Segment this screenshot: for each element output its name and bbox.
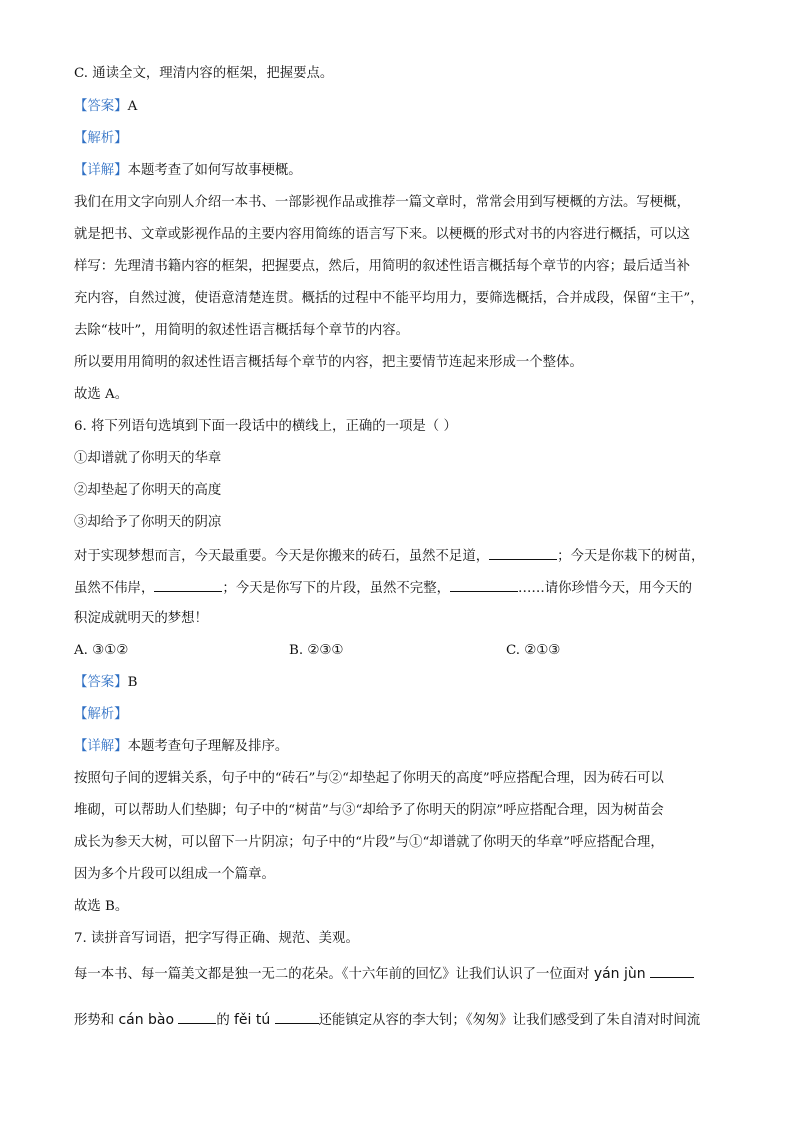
pinyin-text: 每一本书、每一篇美文都是独一无二的花朵。《十六年前的回忆》让我们认识了一位面对 <box>74 967 590 982</box>
detail-text: 本题考查句子理解及排序。 <box>127 739 289 754</box>
fill-text: ；今天是你写下的片段，虽然不完整， <box>222 581 450 596</box>
pinyin-blank <box>275 1009 319 1024</box>
answer-tag: 【答案】 <box>74 99 128 114</box>
conclusion-line: 故选 B。 <box>74 899 129 914</box>
pinyin-word: cán bào <box>118 1012 175 1028</box>
pinyin-word: yán jùn <box>593 966 646 982</box>
pinyin-line-1 <box>74 963 726 985</box>
choice-option-c: C. ②①③ <box>506 643 561 658</box>
detail-line-2 <box>74 737 726 757</box>
detail-text: 本题考查了如何写故事梗概。 <box>127 163 302 178</box>
question-6-item-2: ②却垫起了你明天的高度 <box>74 483 222 498</box>
fill-text: 对于实现梦想而言，今天最重要。今天是你搬来的砖石，虽然不足道， <box>74 549 490 564</box>
answer-tag: 【答案】 <box>74 675 128 690</box>
paragraph-line: 就是把书、文章或影视作品的主要内容用简练的语言写下来。以梗概的形式对书的内容进行概括，可以这 <box>74 227 690 242</box>
fill-blank <box>450 577 518 592</box>
fill-text: ；今天是你栽下的树苗， <box>557 549 705 564</box>
fill-text: 虽然不伟岸， <box>74 581 155 596</box>
pinyin-blank <box>178 1009 216 1024</box>
pinyin-line-2 <box>74 1009 726 1031</box>
question-7-stem: 7. 读拼音写词语，把字写得正确、规范、美观。 <box>74 931 359 946</box>
answer-line-2 <box>74 673 726 693</box>
explanation-line: 堆砌，可以帮助人们垫脚；句子中的“树苗”与③“却给予了你明天的阴凉”呼应搭配合理，因为树苗会 <box>74 803 664 818</box>
paragraph-line: 我们在用文字向别人介绍一本书、一部影视作品或推荐一篇文章时，常常会用到写梗概的方法。写梗概， <box>74 195 690 210</box>
paragraph-line: 充内容，自然过渡，使语意清楚连贯。概括的过程中不能平均用力，要筛选概括，合并成段，保留“主干”， <box>74 291 704 306</box>
answer-line-1 <box>74 97 726 117</box>
fill-blank <box>154 577 222 592</box>
fill-text: ……请你珍惜今天，用今天的 <box>517 581 693 596</box>
fill-paragraph-line-2 <box>74 577 726 599</box>
paragraph-line: 去除“枝叶”，用简明的叙述性语言概括每个章节的内容。 <box>74 323 410 338</box>
pinyin-text: 形势和 <box>74 1013 115 1028</box>
detail-line-1 <box>74 161 726 181</box>
choice-option-b: B. ②③① <box>289 643 344 658</box>
detail-tag: 【详解】 <box>74 739 128 754</box>
fill-blank <box>489 545 557 560</box>
fill-paragraph-line-3: 积淀成就明天的梦想！ <box>74 611 208 626</box>
choice-option-a: A. ③①② <box>74 643 129 658</box>
pinyin-blank <box>650 963 694 978</box>
pinyin-word: fěi tú <box>234 1012 271 1028</box>
explanation-line: 按照句子间的逻辑关系，句子中的“砖石”与②“却垫起了你明天的高度”呼应搭配合理，因为砖石可以 <box>74 771 664 786</box>
fill-paragraph-line-1 <box>74 545 726 567</box>
pinyin-text: 还能镇定从容的李大钊；《匆匆》让我们感受到了朱自清对时间流 <box>318 1013 701 1028</box>
explanation-line: 因为多个片段可以组成一个篇章。 <box>74 867 275 882</box>
conclusion-line: 故选 A。 <box>74 387 129 402</box>
pinyin-text: 的 <box>216 1013 230 1028</box>
paragraph-line: 所以要用用简明的叙述性语言概括每个章节的内容，把主要情节连起来形成一个整体。 <box>74 355 583 370</box>
question-6-item-1: ①却谱就了你明天的华章 <box>74 451 222 466</box>
analysis-tag: 【解析】 <box>74 707 128 722</box>
question-6-item-3: ③却给予了你明天的阴凉 <box>74 515 222 530</box>
answer-value: B <box>127 675 138 690</box>
analysis-tag: 【解析】 <box>74 131 128 146</box>
option-c-text: C. 通读全文，理清内容的框架，把握要点。 <box>74 66 334 81</box>
question-6-stem: 6. 将下列语句选填到下面一段话中的横线上，正确的一项是（ ） <box>74 419 457 434</box>
detail-tag: 【详解】 <box>74 163 128 178</box>
answer-value: A <box>127 99 138 114</box>
explanation-line: 成长为参天大树，可以留下一片阴凉；句子中的“片段”与①“却谱就了你明天的华章”呼应搭配合理， <box>74 835 664 850</box>
paragraph-line: 样写：先理清书籍内容的框架，把握要点，然后，用简明的叙述性语言概括每个章节的内容；最后适当补 <box>74 259 690 274</box>
